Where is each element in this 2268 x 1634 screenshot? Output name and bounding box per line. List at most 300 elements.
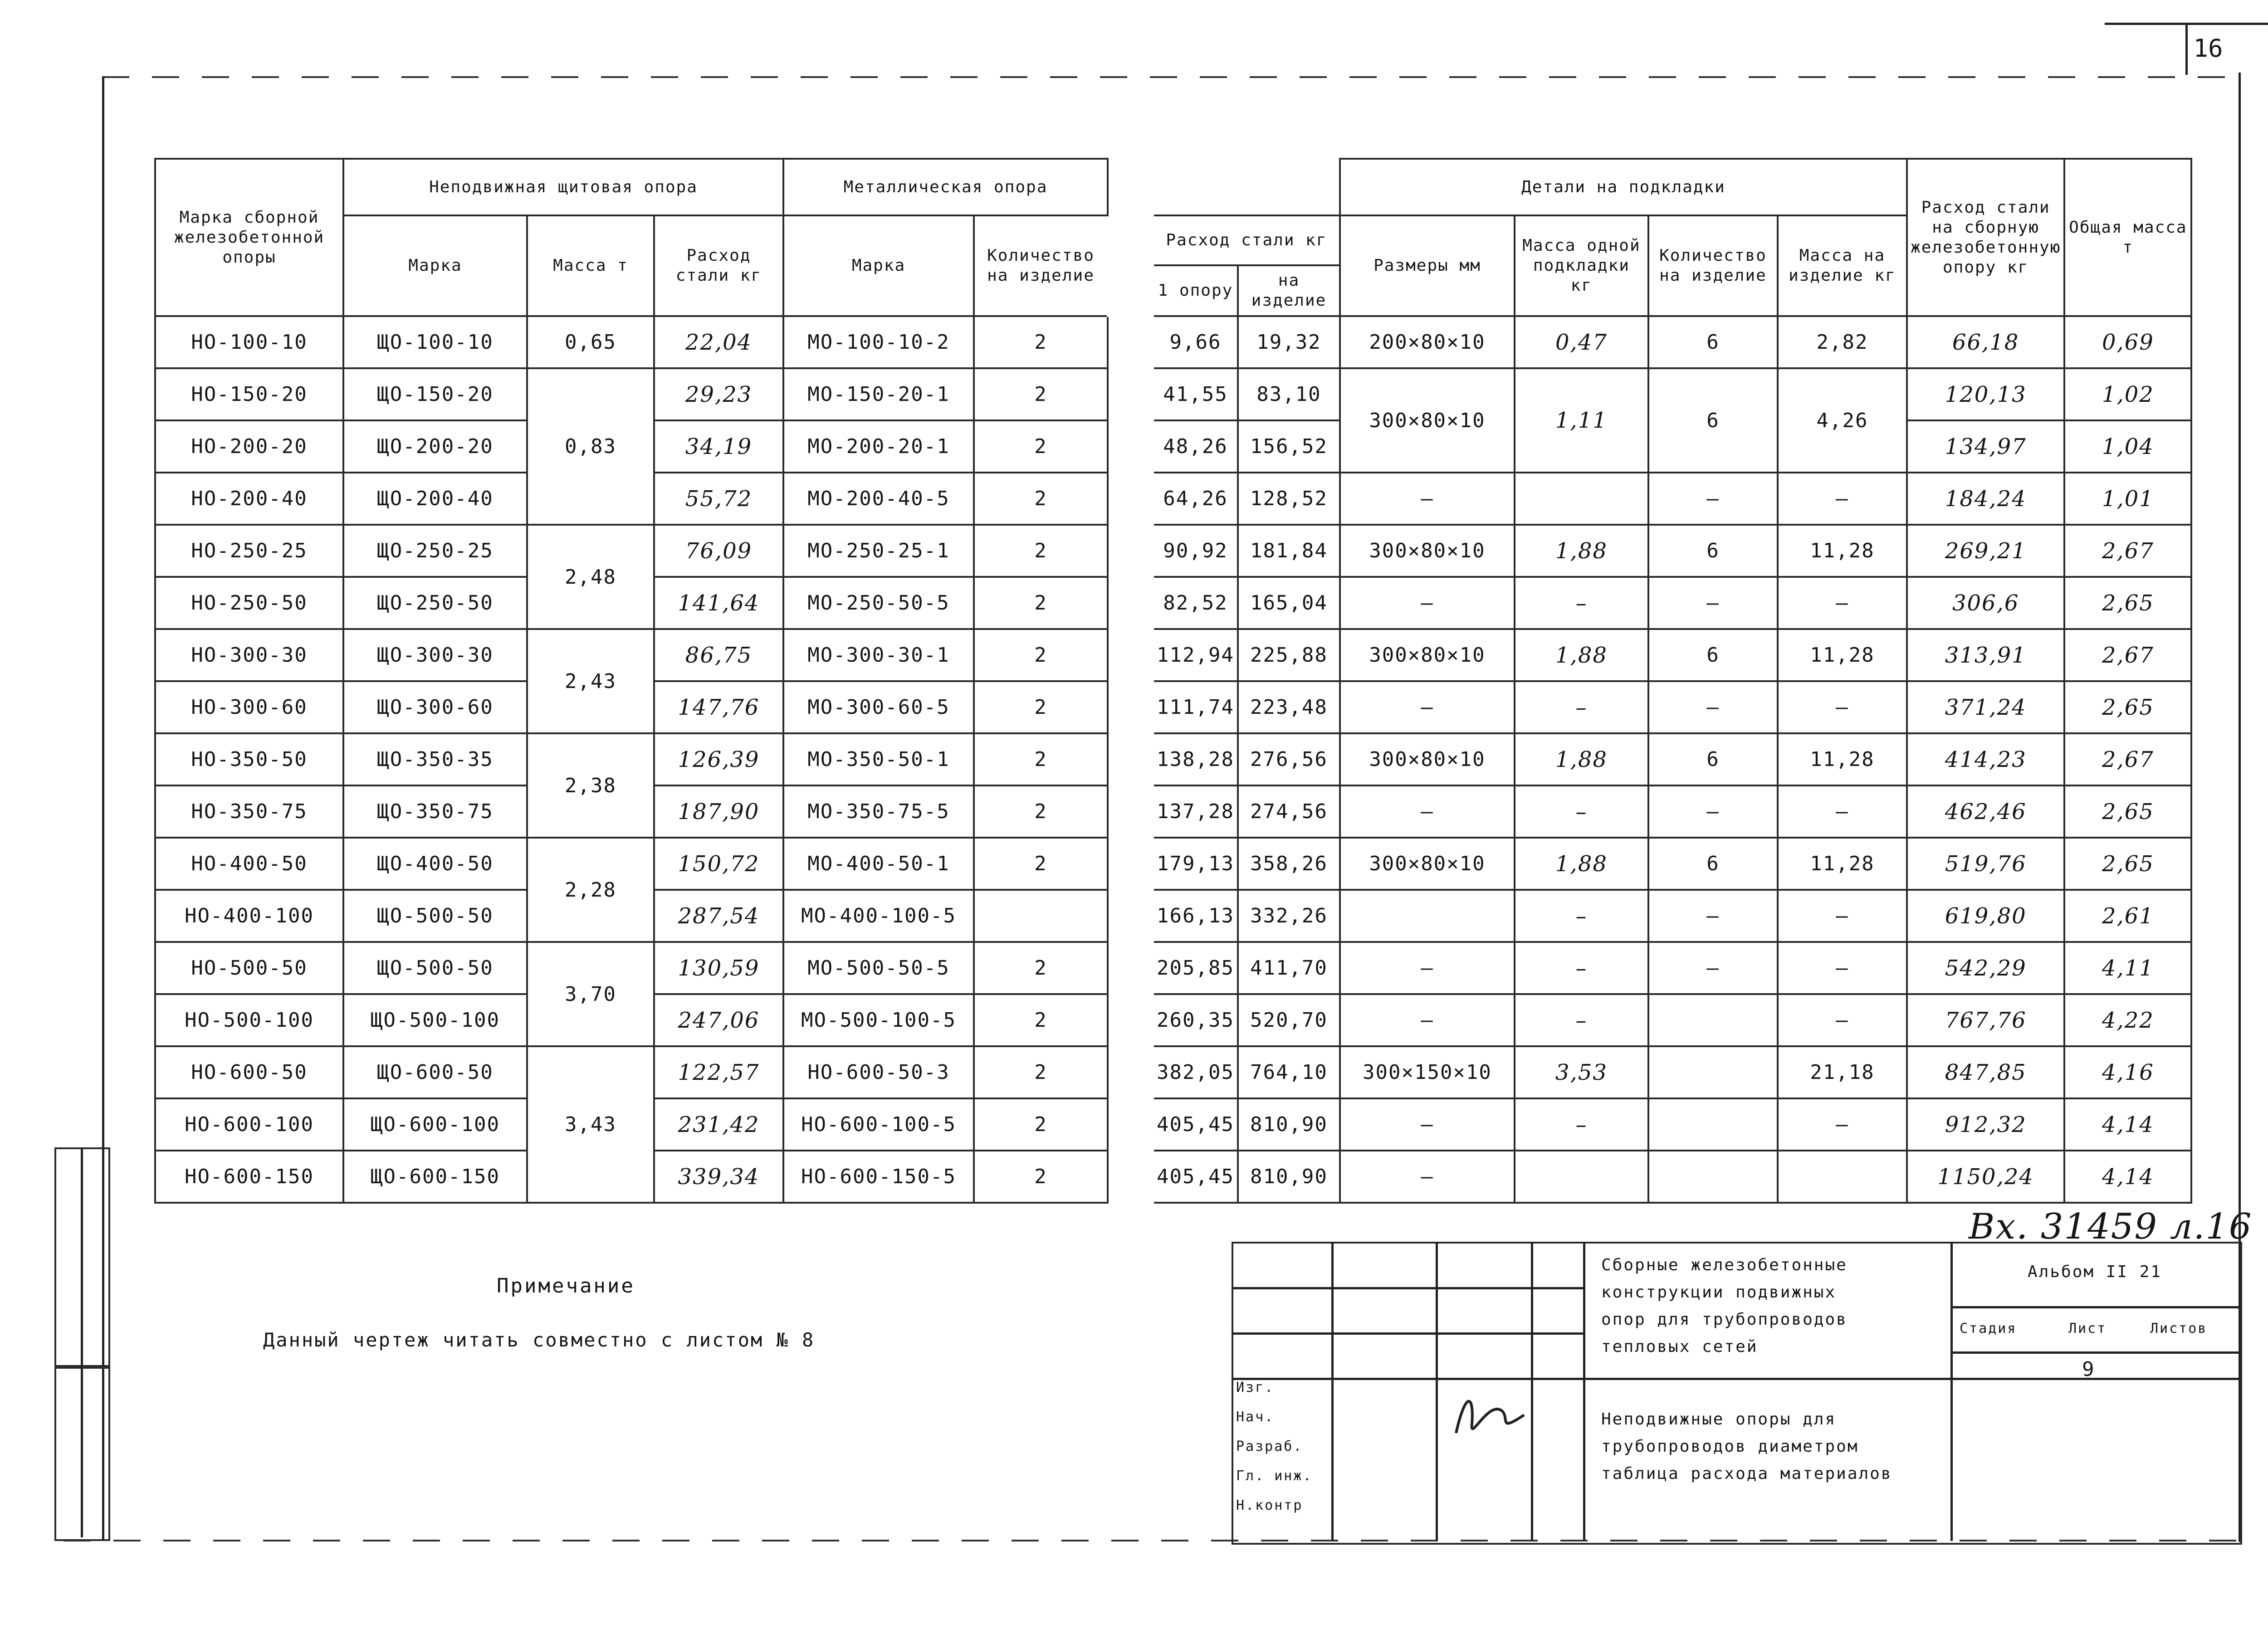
cell-mark: НО-600-100 [155, 1098, 343, 1151]
title-block-line-6: трубопроводов диаметром [1601, 1437, 1859, 1456]
cell-shield-mark: ЩО-600-150 [343, 1151, 527, 1203]
table-row [155, 890, 2191, 942]
cell-total-mass: 2,67 [2064, 525, 2191, 577]
cell-total-steel: 66,18 [1907, 316, 2064, 368]
cell-total-steel: 847,85 [1907, 1046, 2064, 1098]
title-block-row-4 [1950, 1306, 2239, 1308]
cell-plate-qty: – [1648, 890, 1778, 942]
cell-shield-mark: ЩО-600-100 [343, 1098, 527, 1151]
cell-shield-mark: ЩО-300-30 [343, 629, 527, 681]
cell-metal-mark: МО-250-50-5 [783, 577, 974, 629]
cell-plate-qty: – [1648, 785, 1778, 838]
title-block-line-5: Неподвижные опоры для [1601, 1410, 1837, 1429]
cell-steel: 130,59 [654, 942, 783, 994]
cell-qty: 2 [974, 316, 1108, 368]
cell-plate-total [1778, 1151, 1907, 1203]
cell-total-mass: 1,04 [2064, 420, 2191, 473]
cell-plate-total: 2,82 [1778, 316, 1907, 368]
gap-cell [1108, 525, 1153, 577]
cell-plate-mass: – [1515, 785, 1648, 838]
cell-steel-item: 411,70 [1238, 942, 1340, 994]
cell-plate-mass: 1,88 [1515, 629, 1648, 681]
cell-steel: 287,54 [654, 890, 783, 942]
cell-total-mass: 1,01 [2064, 473, 2191, 525]
table-row [155, 368, 2191, 420]
cell-mass: 0,65 [527, 316, 654, 368]
col-metal-steel-one-header: 1 опору [1153, 265, 1238, 316]
title-block-line-2: конструкции подвижных [1601, 1283, 1837, 1302]
cell-plate-size: – [1340, 1098, 1515, 1151]
gap-cell [1108, 942, 1153, 994]
cell-qty: 2 [974, 838, 1108, 890]
cell-qty: 2 [974, 473, 1108, 525]
cell-mark: НО-150-20 [155, 368, 343, 420]
cell-mark: НО-350-50 [155, 733, 343, 785]
cell-total-mass: 4,14 [2064, 1098, 2191, 1151]
cell-steel: 141,64 [654, 577, 783, 629]
gap-cell [1108, 577, 1153, 629]
cell-plate-size: 300×80×10 [1340, 733, 1515, 785]
table-row [155, 316, 2191, 368]
cell-steel-item: 276,56 [1238, 733, 1340, 785]
col-shield-mark-header: Марка [343, 215, 527, 316]
cell-steel-item: 223,48 [1238, 681, 1340, 733]
cell-total-steel: 306,6 [1907, 577, 2064, 629]
cell-plate-total: – [1778, 681, 1907, 733]
cell-plate-total: – [1778, 890, 1907, 942]
page-number: 16 [2193, 34, 2223, 63]
cell-shield-mark: ЩО-300-60 [343, 681, 527, 733]
cell-plate-qty [1648, 994, 1778, 1046]
title-block-stage-label: Стадия [1960, 1321, 2017, 1336]
cell-total-mass: 1,02 [2064, 368, 2191, 420]
cell-total-steel: 542,29 [1907, 942, 2064, 994]
cell-shield-mark: ЩО-400-50 [343, 838, 527, 890]
cell-steel: 29,23 [654, 368, 783, 420]
cell-shield-mark: ЩО-500-100 [343, 994, 527, 1046]
gap-cell [1108, 1098, 1153, 1151]
cell-mark: НО-600-150 [155, 1151, 343, 1203]
col-plate-total-header: Масса на изделие кг [1778, 215, 1907, 316]
cell-total-mass: 2,61 [2064, 890, 2191, 942]
title-block-role-5: Н.контр [1236, 1497, 1303, 1513]
cell-plate-mass: – [1515, 890, 1648, 942]
cell-steel-one: 260,35 [1153, 994, 1238, 1046]
title-block-line-4: тепловых сетей [1601, 1337, 1758, 1356]
cell-total-steel: 462,46 [1907, 785, 2064, 838]
cell-plate-mass: 1,88 [1515, 838, 1648, 890]
cell-qty: 2 [974, 681, 1108, 733]
cell-mass: 0,83 [527, 368, 654, 525]
cell-steel-item: 225,88 [1238, 629, 1340, 681]
cell-total-mass: 2,67 [2064, 629, 2191, 681]
cell-metal-mark: МО-300-30-1 [783, 629, 974, 681]
table-row [155, 942, 2191, 994]
cell-metal-mark: МО-350-50-1 [783, 733, 974, 785]
cell-mark: НО-300-30 [155, 629, 343, 681]
cell-steel-one: 90,92 [1153, 525, 1238, 577]
cell-shield-mark: ЩО-250-25 [343, 525, 527, 577]
cell-plate-total: 4,26 [1778, 368, 1907, 473]
cell-total-mass: 2,65 [2064, 838, 2191, 890]
cell-shield-mark: ЩО-600-50 [343, 1046, 527, 1098]
cell-plate-qty [1648, 1098, 1778, 1151]
cell-steel: 187,90 [654, 785, 783, 838]
cell-plate-size: – [1340, 681, 1515, 733]
cell-mark: НО-600-50 [155, 1046, 343, 1098]
title-block-divider-5 [1950, 1242, 1953, 1541]
title-block-divider-4 [1583, 1242, 1585, 1541]
cell-plate-mass: 1,88 [1515, 525, 1648, 577]
title-block-divider-3 [1531, 1242, 1533, 1541]
title-block-sheet-label: Лист [2068, 1321, 2107, 1336]
cell-steel-item: 128,52 [1238, 473, 1340, 525]
gap-cell [1108, 473, 1153, 525]
cell-total-mass: 2,67 [2064, 733, 2191, 785]
table-row [155, 525, 2191, 577]
cell-steel-one: 179,13 [1153, 838, 1238, 890]
cell-plate-total: 11,28 [1778, 838, 1907, 890]
cell-mark: НО-100-10 [155, 316, 343, 368]
col-total-mass-header: Общая масса т [2064, 159, 2191, 316]
cell-plate-qty: 6 [1648, 629, 1778, 681]
title-block-role-1: Изг. [1236, 1380, 1275, 1395]
cell-metal-mark: МО-500-100-5 [783, 994, 974, 1046]
cell-metal-mark: НО-600-150-5 [783, 1151, 974, 1203]
col-mark-header: Марка сборной железобетонной опоры [155, 159, 343, 316]
cell-plate-size: 300×80×10 [1340, 629, 1515, 681]
gap-cell [1108, 890, 1153, 942]
cell-metal-mark: МО-400-50-1 [783, 838, 974, 890]
cell-mass: 3,43 [527, 1046, 654, 1203]
cell-plate-mass: – [1515, 942, 1648, 994]
cell-qty [974, 890, 1108, 942]
cell-total-steel: 912,32 [1907, 1098, 2064, 1151]
gap-cell [1108, 629, 1153, 681]
gap-column [1108, 159, 1153, 316]
cell-mark: НО-200-20 [155, 420, 343, 473]
cell-total-steel: 371,24 [1907, 681, 2064, 733]
cell-qty: 2 [974, 942, 1108, 994]
cell-plate-mass: – [1515, 1098, 1648, 1151]
cell-steel-one: 138,28 [1153, 733, 1238, 785]
cell-plate-size: 300×80×10 [1340, 525, 1515, 577]
col-plate-qty-header: Количество на изделие [1648, 215, 1778, 316]
cell-qty: 2 [974, 733, 1108, 785]
cell-steel: 55,72 [654, 473, 783, 525]
title-block-role-4: Гл. инж. [1236, 1468, 1313, 1484]
cell-steel: 22,04 [654, 316, 783, 368]
cell-steel-one: 41,55 [1153, 368, 1238, 420]
cell-plate-size [1340, 890, 1515, 942]
cell-steel-one: 382,05 [1153, 1046, 1238, 1098]
cell-metal-mark: МО-350-75-5 [783, 785, 974, 838]
signature-mark [1447, 1383, 1529, 1447]
cell-plate-size: – [1340, 942, 1515, 994]
col-metal-mark-header: Марка [783, 215, 974, 316]
cell-plate-mass: 0,47 [1515, 316, 1648, 368]
cell-mark: НО-500-50 [155, 942, 343, 994]
note-title: Примечание [497, 1274, 635, 1297]
cell-steel-item: 19,32 [1238, 316, 1340, 368]
cell-shield-mark: ЩО-250-50 [343, 577, 527, 629]
cell-plate-mass [1515, 473, 1648, 525]
cell-steel-one: 137,28 [1153, 785, 1238, 838]
cell-plate-total: – [1778, 1098, 1907, 1151]
cell-mark: НО-200-40 [155, 473, 343, 525]
cell-steel-item: 181,84 [1238, 525, 1340, 577]
cell-metal-mark: МО-200-40-5 [783, 473, 974, 525]
cell-plate-qty [1648, 1151, 1778, 1203]
gap-cell [1108, 994, 1153, 1046]
margin-stamp-divider [81, 1147, 83, 1537]
cell-steel-one: 9,66 [1153, 316, 1238, 368]
cell-total-steel: 313,91 [1907, 629, 2064, 681]
cell-total-steel: 767,76 [1907, 994, 2064, 1046]
cell-qty: 2 [974, 1151, 1108, 1203]
title-block-line-7: таблица расхода материалов [1601, 1464, 1892, 1483]
title-block-sheet-value: 9 [2082, 1358, 2096, 1381]
incoming-stamp: Вх. 31459 л.16 [1969, 1206, 2253, 1247]
gap-cell [1108, 368, 1153, 420]
cell-plate-qty: 6 [1648, 368, 1778, 473]
cell-plate-qty: – [1648, 473, 1778, 525]
cell-plate-qty: – [1648, 942, 1778, 994]
cell-plate-size: – [1340, 473, 1515, 525]
cell-metal-mark: МО-300-60-5 [783, 681, 974, 733]
cell-steel-one: 112,94 [1153, 629, 1238, 681]
col-metal-qty-header: Количество на изделие [974, 215, 1108, 316]
cell-qty: 2 [974, 577, 1108, 629]
materials-table [154, 158, 2192, 1204]
cell-qty: 2 [974, 785, 1108, 838]
note-text: Данный чертеж читать совместно с листом № 8 [263, 1329, 815, 1351]
cell-shield-mark: ЩО-150-20 [343, 368, 527, 420]
cell-plate-qty: 6 [1648, 733, 1778, 785]
cell-plate-mass: 1,88 [1515, 733, 1648, 785]
cell-plate-total: – [1778, 942, 1907, 994]
cell-steel-item: 156,52 [1238, 420, 1340, 473]
cell-plate-qty: 6 [1648, 838, 1778, 890]
cell-total-mass: 4,14 [2064, 1151, 2191, 1203]
cell-metal-mark: МО-250-25-1 [783, 525, 974, 577]
cell-steel-one: 64,26 [1153, 473, 1238, 525]
cell-qty: 2 [974, 1098, 1108, 1151]
cell-steel-item: 764,10 [1238, 1046, 1340, 1098]
cell-steel-one: 111,74 [1153, 681, 1238, 733]
cell-steel: 247,06 [654, 994, 783, 1046]
frame-top-line [102, 76, 2243, 78]
title-block-line-3: опор для трубопроводов [1601, 1310, 1848, 1329]
cell-qty: 2 [974, 525, 1108, 577]
cell-plate-size: – [1340, 994, 1515, 1046]
col-plate-mass-header: Масса одной подкладки кг [1515, 215, 1648, 316]
gap-cell [1108, 1046, 1153, 1098]
gap-cell [1108, 420, 1153, 473]
cell-metal-mark: МО-400-100-5 [783, 890, 974, 942]
cell-steel-one: 205,85 [1153, 942, 1238, 994]
cell-steel-item: 520,70 [1238, 994, 1340, 1046]
title-block-role-3: Разраб. [1236, 1439, 1303, 1454]
cell-metal-mark: МО-200-20-1 [783, 420, 974, 473]
cell-steel: 34,19 [654, 420, 783, 473]
cell-qty: 2 [974, 1046, 1108, 1098]
cell-mark: НО-500-100 [155, 994, 343, 1046]
cell-shield-mark: ЩО-200-20 [343, 420, 527, 473]
cell-plate-size: 300×150×10 [1340, 1046, 1515, 1098]
cell-shield-mark: ЩО-200-40 [343, 473, 527, 525]
cell-steel: 126,39 [654, 733, 783, 785]
cell-steel-item: 165,04 [1238, 577, 1340, 629]
col-plates-header: Детали на подкладки [1340, 159, 1907, 215]
cell-qty: 2 [974, 420, 1108, 473]
title-block-role-2: Нач. [1236, 1409, 1275, 1425]
cell-mark: НО-350-75 [155, 785, 343, 838]
cell-total-steel: 269,21 [1907, 525, 2064, 577]
col-metal-steel-item-header: на изделие [1238, 265, 1340, 316]
cell-steel: 150,72 [654, 838, 783, 890]
table-row [155, 994, 2191, 1046]
cell-total-steel: 519,76 [1907, 838, 2064, 890]
cell-plate-size: – [1340, 577, 1515, 629]
cell-plate-mass: – [1515, 577, 1648, 629]
title-block-line-1: Сборные железобетонные [1601, 1256, 1848, 1274]
cell-shield-mark: ЩО-500-50 [343, 942, 527, 994]
cell-total-mass: 2,65 [2064, 785, 2191, 838]
cell-plate-total: 21,18 [1778, 1046, 1907, 1098]
cell-mass: 3,70 [527, 942, 654, 1046]
cell-total-steel: 134,97 [1907, 420, 2064, 473]
col-metal-header-cont [1153, 159, 1340, 215]
gap-cell [1108, 681, 1153, 733]
cell-plate-total: 11,28 [1778, 629, 1907, 681]
cell-mass: 2,43 [527, 629, 654, 733]
table-row [155, 1151, 2191, 1203]
col-metal-header: Металлическая опора [783, 159, 1108, 215]
cell-steel: 147,76 [654, 681, 783, 733]
cell-steel-one: 166,13 [1153, 890, 1238, 942]
cell-plate-mass: – [1515, 681, 1648, 733]
cell-steel: 76,09 [654, 525, 783, 577]
cell-qty: 2 [974, 994, 1108, 1046]
title-block-row-1 [1232, 1287, 1583, 1289]
gap-cell [1108, 785, 1153, 838]
cell-steel: 86,75 [654, 629, 783, 681]
cell-plate-size: 200×80×10 [1340, 316, 1515, 368]
col-metal-steel-header: Расход стали кг [1153, 215, 1340, 265]
cell-total-mass: 0,69 [2064, 316, 2191, 368]
cell-mark: НО-250-25 [155, 525, 343, 577]
cell-plate-mass [1515, 1151, 1648, 1203]
col-plate-size-header: Размеры мм [1340, 215, 1515, 316]
cell-plate-total: – [1778, 785, 1907, 838]
cell-total-steel: 619,80 [1907, 890, 2064, 942]
cell-plate-qty: 6 [1648, 525, 1778, 577]
table-row [155, 629, 2191, 681]
table-row [155, 1098, 2191, 1151]
cell-plate-total: 11,28 [1778, 733, 1907, 785]
title-block-row-2 [1232, 1332, 1583, 1335]
cell-total-steel: 120,13 [1907, 368, 2064, 420]
cell-plate-mass: – [1515, 994, 1648, 1046]
gap-cell [1108, 316, 1153, 368]
cell-total-mass: 2,65 [2064, 577, 2191, 629]
cell-metal-mark: МО-100-10-2 [783, 316, 974, 368]
cell-steel-one: 405,45 [1153, 1098, 1238, 1151]
cell-steel-item: 274,56 [1238, 785, 1340, 838]
cell-plate-size: 300×80×10 [1340, 838, 1515, 890]
cell-metal-mark: МО-500-50-5 [783, 942, 974, 994]
table-row [155, 1046, 2191, 1098]
cell-steel-item: 358,26 [1238, 838, 1340, 890]
cell-steel-item: 83,10 [1238, 368, 1340, 420]
cell-shield-mark: ЩО-100-10 [343, 316, 527, 368]
cell-plate-qty: – [1648, 577, 1778, 629]
gap-cell [1108, 1151, 1153, 1203]
table-row [155, 577, 2191, 629]
cell-steel-item: 332,26 [1238, 890, 1340, 942]
cell-plate-qty [1648, 1046, 1778, 1098]
col-shield-header: Неподвижная щитовая опора [343, 159, 783, 215]
cell-steel-one: 82,52 [1153, 577, 1238, 629]
cell-steel: 122,57 [654, 1046, 783, 1098]
cell-plate-size: – [1340, 785, 1515, 838]
cell-mark: НО-300-60 [155, 681, 343, 733]
gap-cell [1108, 733, 1153, 785]
col-shield-steel-header: Расход стали кг [654, 215, 783, 316]
cell-plate-size: – [1340, 1151, 1515, 1203]
title-block-sheets-label: Листов [2150, 1321, 2208, 1336]
cell-total-steel: 1150,24 [1907, 1151, 2064, 1203]
cell-steel-item: 810,90 [1238, 1151, 1340, 1203]
cell-plate-total: 11,28 [1778, 525, 1907, 577]
cell-shield-mark: ЩО-350-35 [343, 733, 527, 785]
cell-plate-total: – [1778, 473, 1907, 525]
table-row [155, 681, 2191, 733]
cell-total-steel: 184,24 [1907, 473, 2064, 525]
cell-total-mass: 4,16 [2064, 1046, 2191, 1098]
cell-plate-mass: 1,11 [1515, 368, 1648, 473]
gap-cell [1108, 838, 1153, 890]
cell-total-mass: 2,65 [2064, 681, 2191, 733]
title-block-album: Альбом II 21 [2028, 1263, 2162, 1281]
cell-mass: 2,28 [527, 838, 654, 942]
cell-steel-one: 48,26 [1153, 420, 1238, 473]
cell-plate-total: – [1778, 994, 1907, 1046]
cell-metal-mark: НО-600-50-3 [783, 1046, 974, 1098]
cell-shield-mark: ЩО-350-75 [343, 785, 527, 838]
cell-mass: 2,38 [527, 733, 654, 838]
cell-qty: 2 [974, 368, 1108, 420]
cell-mark: НО-400-50 [155, 838, 343, 890]
col-total-steel-header: Расход стали на сборную железобетонную опору кг [1907, 159, 2064, 316]
table-row [155, 473, 2191, 525]
cell-plate-qty: 6 [1648, 316, 1778, 368]
table-row [155, 733, 2191, 785]
cell-mass: 2,48 [527, 525, 654, 629]
cell-plate-mass: 3,53 [1515, 1046, 1648, 1098]
cell-steel: 339,34 [654, 1151, 783, 1203]
cell-steel: 231,42 [654, 1098, 783, 1151]
cell-total-mass: 4,22 [2064, 994, 2191, 1046]
table-row [155, 838, 2191, 890]
title-block-divider-2 [1436, 1242, 1438, 1541]
cell-shield-mark: ЩО-500-50 [343, 890, 527, 942]
title-block-divider-1 [1331, 1242, 1334, 1541]
cell-metal-mark: НО-600-100-5 [783, 1098, 974, 1151]
cell-total-mass: 4,11 [2064, 942, 2191, 994]
table-row [155, 785, 2191, 838]
